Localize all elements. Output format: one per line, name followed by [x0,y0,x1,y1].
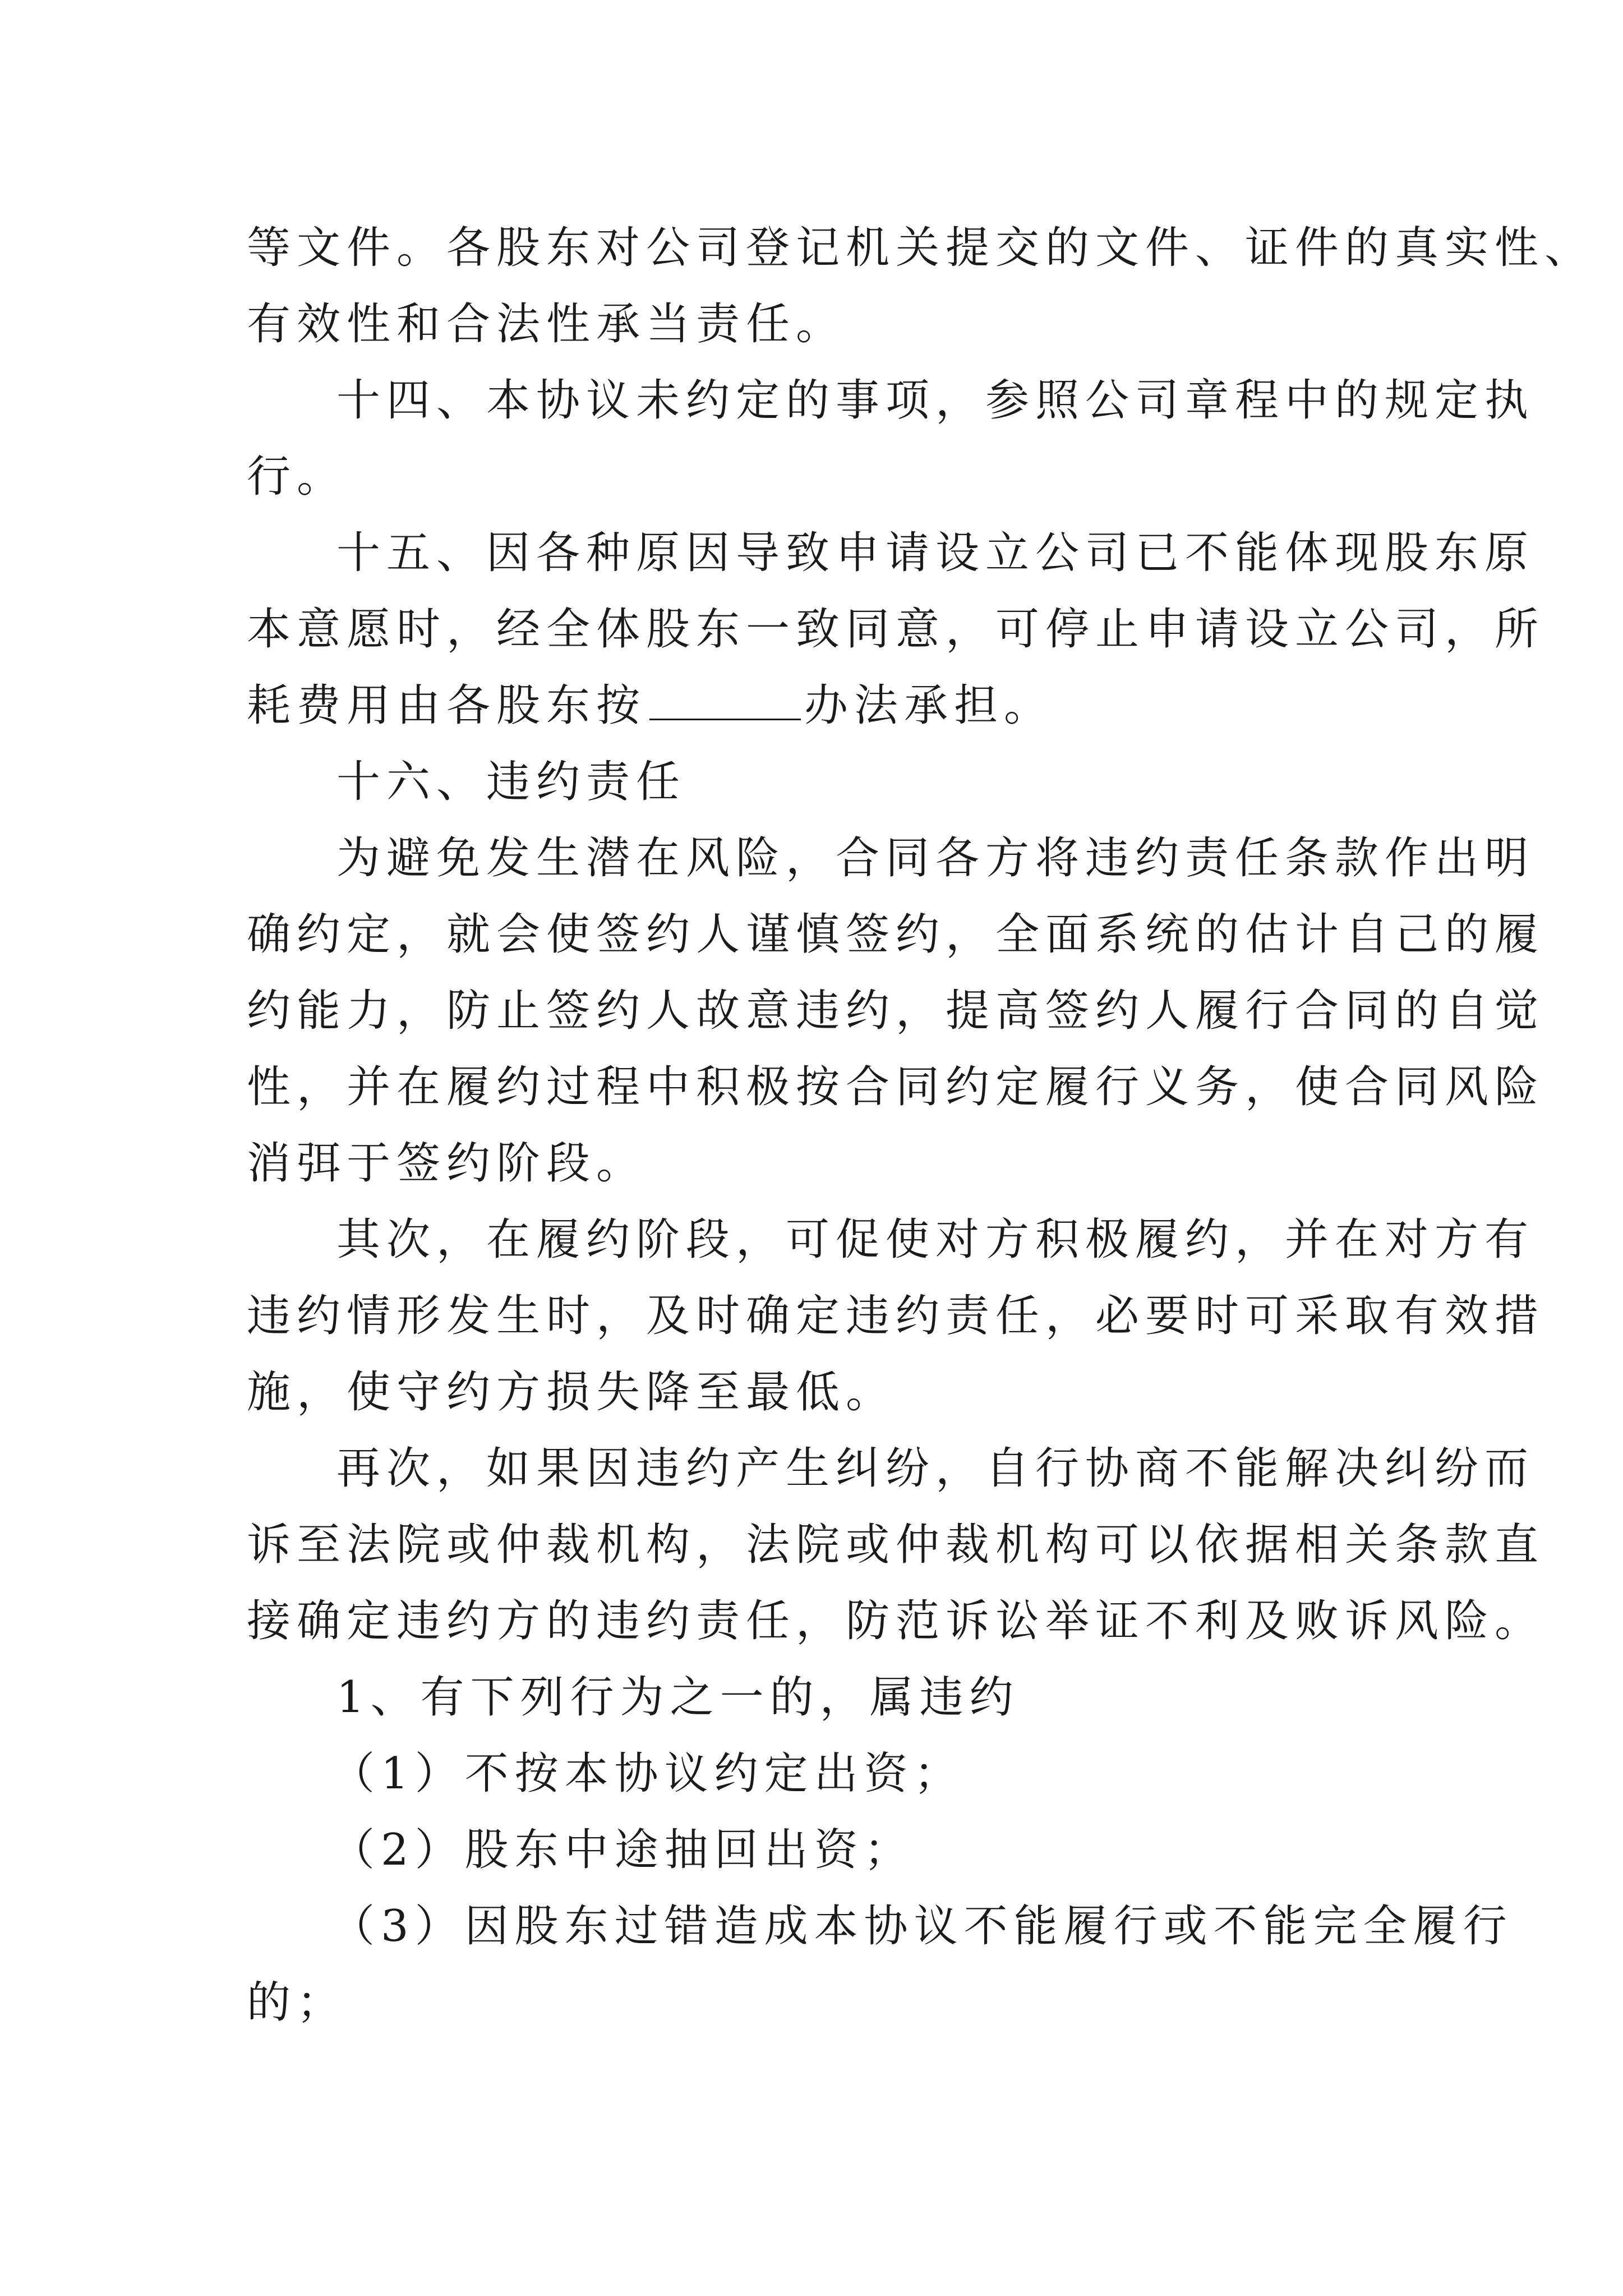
fill-in-blank [649,679,801,720]
text-line: 再次，如果因违约产生纠纷，自行协商不能解决纠纷而 [336,1443,1535,1494]
text-segment: 办法承担。 [804,680,1054,731]
text-line: 为避免发生潜在风险，合同各方将违约责任条款作出明 [336,833,1535,884]
text-line: 约能力，防止签约人故意违约，提高签约人履行合同的自觉 [247,986,1545,1036]
clause-16-heading: 十六、违约责任 [336,757,686,807]
text-line: 施，使守约方损失降至最低。 [247,1367,896,1418]
text-line: 违约情形发生时，及时确定违约责任，必要时可采取有效措 [247,1291,1545,1341]
list-item: （3）因股东过错造成本协议不能履行或不能完全履行 [331,1901,1513,1952]
list-item: （2）股东中途抽回出资； [331,1825,914,1875]
text-line: 接确定违约方的违约责任，防范诉讼举证不利及败诉风险。 [247,1596,1545,1646]
text-line: 的； [247,1977,347,2028]
text-line: 等文件。各股东对公司登记机关提交的文件、证件的真实性、 [247,223,1595,273]
text-line: 消弭于签约阶段。 [247,1138,647,1189]
text-line: 有效性和合法性承当责任。 [247,299,846,349]
clause-14-heading: 十四、本协议未约定的事项，参照公司章程中的规定执 [336,375,1535,426]
text-segment: 耗费用由各股东按 [247,680,647,731]
text-line-with-blank [247,678,1054,734]
text-line: 确约定，就会使签约人谨慎签约，全面系统的估计自己的履 [247,909,1545,960]
text-line: 本意愿时，经全体股东一致同意，可停止申请设立公司，所 [247,604,1545,655]
text-line: 性，并在履约过程中积极按合同约定履行义务，使合同风险 [247,1062,1545,1112]
list-item: （1）不按本协议约定出资； [331,1749,964,1799]
text-line: 诉至法院或仲裁机构，法院或仲裁机构可以依据相关条款直 [247,1520,1545,1570]
text-line: 其次，在履约阶段，可促使对方积极履约，并在对方有 [336,1214,1535,1265]
list-heading: 1、有下列行为之一的，属违约 [336,1672,1020,1723]
text-line: 行。 [247,452,347,502]
clause-15-heading: 十五、因各种原因导致申请设立公司已不能体现股东原 [336,528,1535,578]
